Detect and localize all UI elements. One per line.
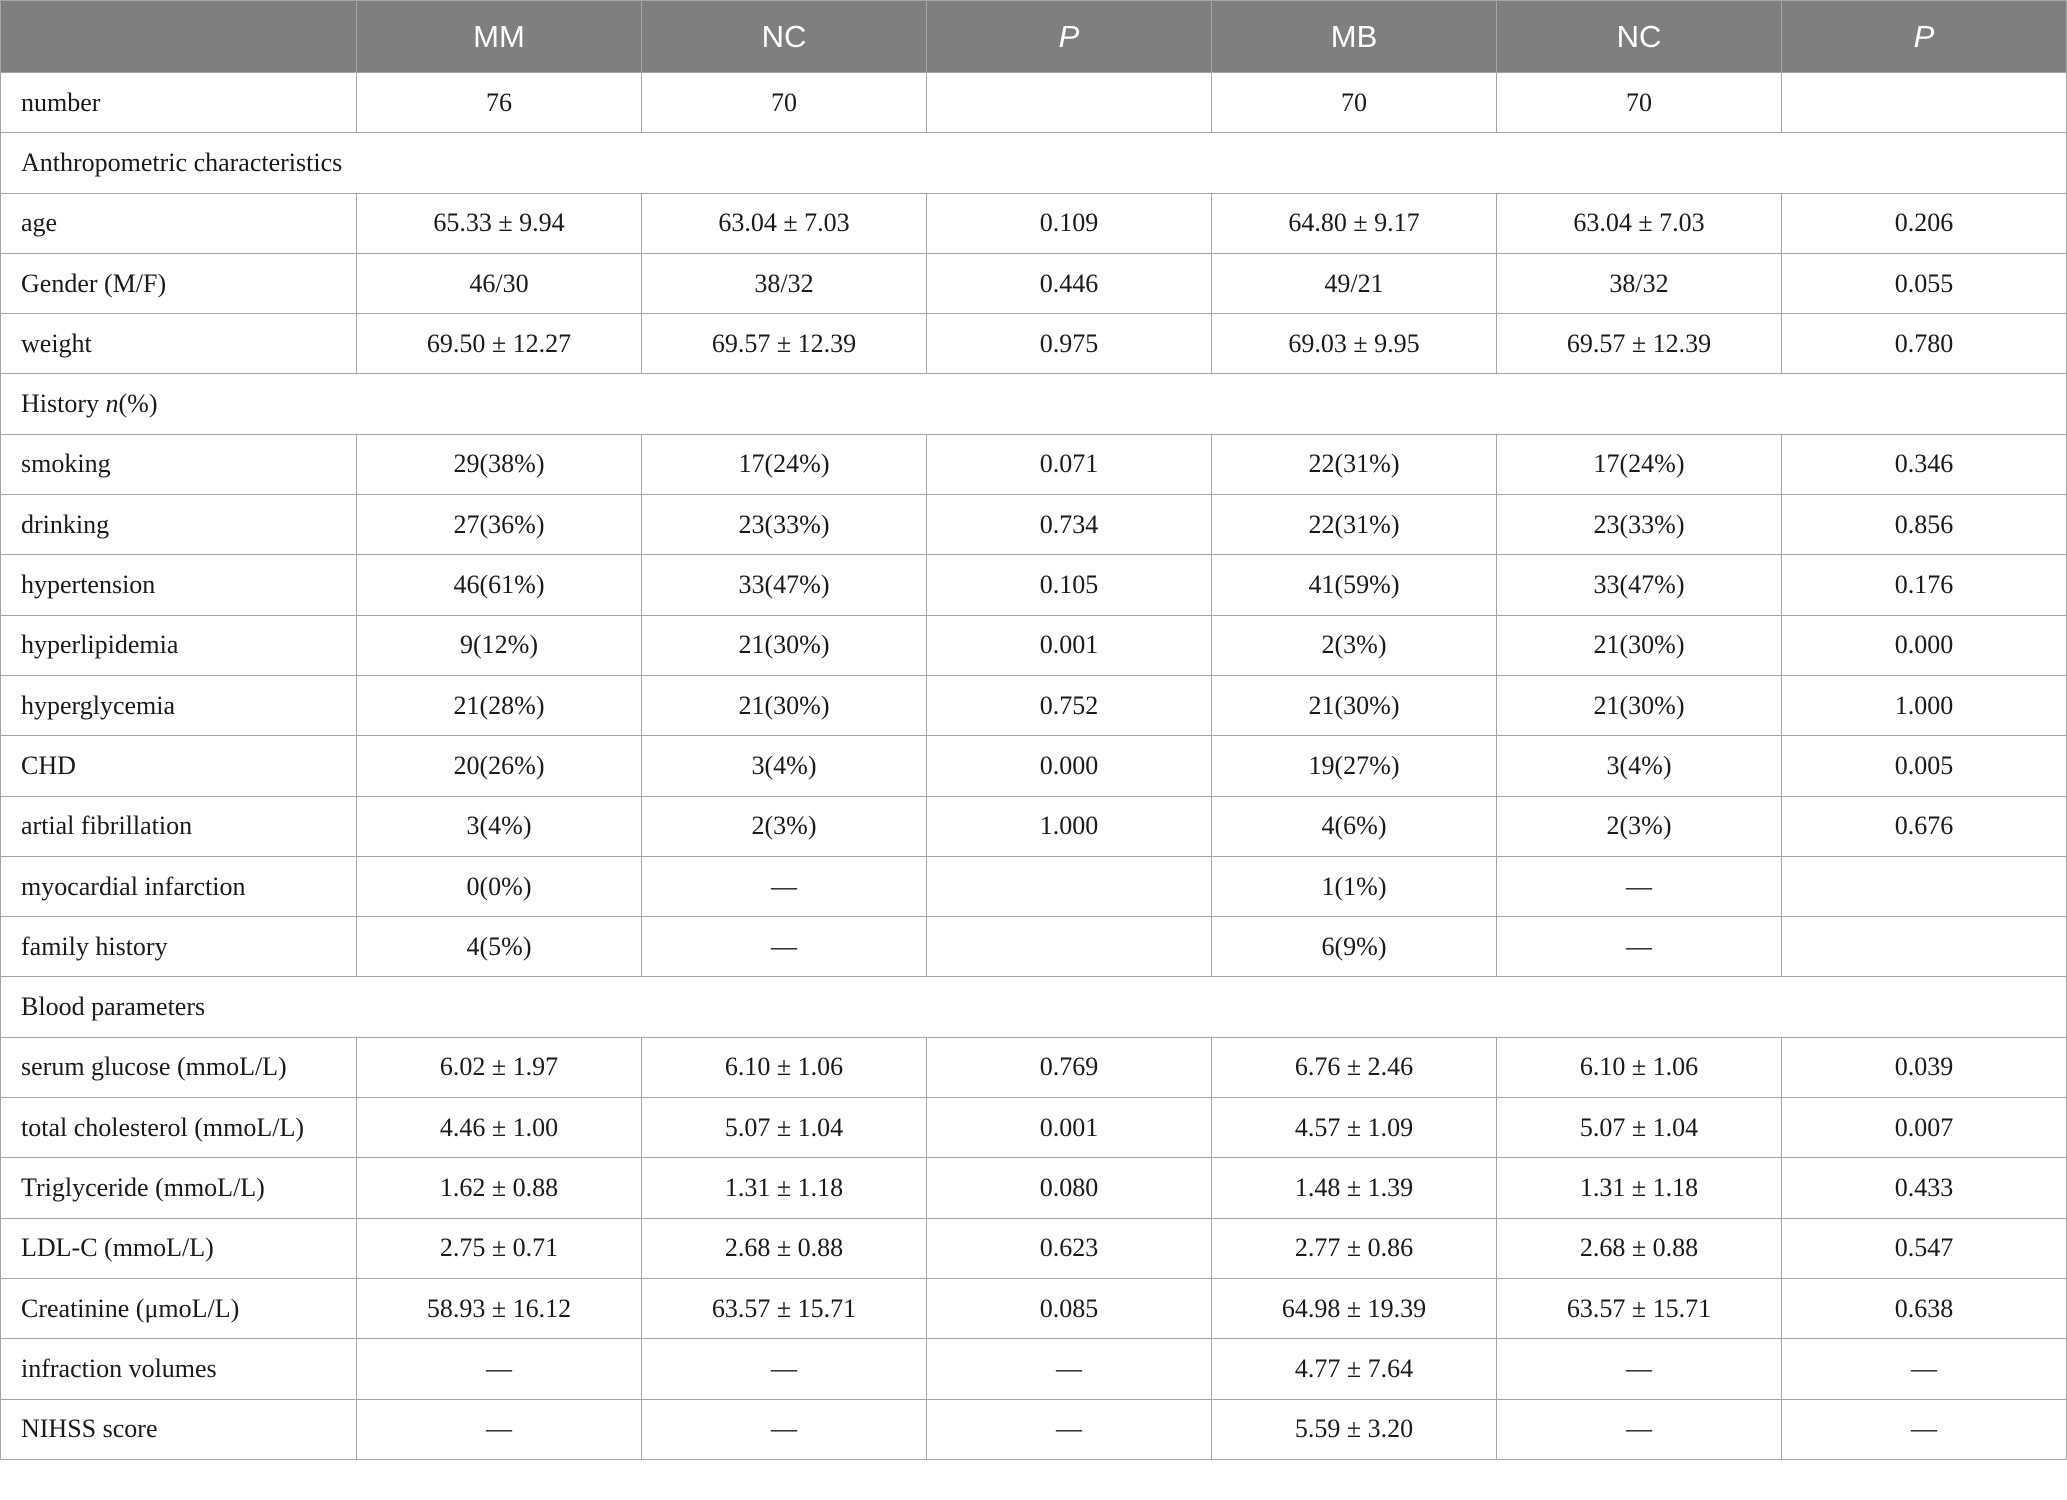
row-label-cell: serum glucose (mmoL/L) bbox=[1, 1037, 357, 1097]
table-row bbox=[1, 193, 2067, 253]
row-label-cell: Gender (M/F) bbox=[1, 253, 357, 313]
value-cell: 21(28%) bbox=[357, 675, 642, 735]
value-cell: 49/21 bbox=[1212, 253, 1497, 313]
value-cell: 1.48 ± 1.39 bbox=[1212, 1158, 1497, 1218]
value-cell: 0.638 bbox=[1782, 1278, 2067, 1338]
value-cell: 9(12%) bbox=[357, 615, 642, 675]
value-cell: 6.10 ± 1.06 bbox=[642, 1037, 927, 1097]
section-label: History bbox=[21, 389, 106, 419]
row-label-cell: hyperglycemia bbox=[1, 675, 357, 735]
value-cell: — bbox=[1497, 917, 1782, 977]
value-cell: — bbox=[642, 856, 927, 916]
table-row bbox=[1, 434, 2067, 494]
table-row bbox=[1, 555, 2067, 615]
value-cell: 0.039 bbox=[1782, 1037, 2067, 1097]
value-cell: 38/32 bbox=[1497, 253, 1782, 313]
value-cell: 2(3%) bbox=[1212, 615, 1497, 675]
value-cell: 0.547 bbox=[1782, 1218, 2067, 1278]
value-cell: 22(31%) bbox=[1212, 434, 1497, 494]
value-cell: — bbox=[642, 1399, 927, 1459]
value-cell: 0.734 bbox=[927, 495, 1212, 555]
table-row bbox=[1, 1158, 2067, 1218]
table-row bbox=[1, 1098, 2067, 1158]
row-label-cell: hyperlipidemia bbox=[1, 615, 357, 675]
value-cell: 3(4%) bbox=[1497, 736, 1782, 796]
table-row bbox=[1, 796, 2067, 856]
value-cell: 6.02 ± 1.97 bbox=[357, 1037, 642, 1097]
table-body bbox=[1, 73, 2067, 1460]
value-cell: 4(5%) bbox=[357, 917, 642, 977]
value-cell: 1.62 ± 0.88 bbox=[357, 1158, 642, 1218]
value-cell: — bbox=[1782, 1339, 2067, 1399]
value-cell: 29(38%) bbox=[357, 434, 642, 494]
section-label-italic: n bbox=[105, 389, 119, 419]
value-cell: 21(30%) bbox=[1497, 615, 1782, 675]
value-cell: 23(33%) bbox=[1497, 495, 1782, 555]
value-cell: — bbox=[927, 1399, 1212, 1459]
value-cell: 0.007 bbox=[1782, 1098, 2067, 1158]
value-cell: 17(24%) bbox=[1497, 434, 1782, 494]
row-label-cell: CHD bbox=[1, 736, 357, 796]
value-cell: 21(30%) bbox=[642, 615, 927, 675]
table-row bbox=[1, 495, 2067, 555]
value-cell: 27(36%) bbox=[357, 495, 642, 555]
value-cell: 76 bbox=[357, 73, 642, 133]
row-label-cell: artial fibrillation bbox=[1, 796, 357, 856]
value-cell: 4.46 ± 1.00 bbox=[357, 1098, 642, 1158]
header-cell-p: P bbox=[927, 1, 1212, 73]
value-cell: 2(3%) bbox=[642, 796, 927, 856]
value-cell: 65.33 ± 9.94 bbox=[357, 193, 642, 253]
row-label-cell: hypertension bbox=[1, 555, 357, 615]
value-cell: 4.57 ± 1.09 bbox=[1212, 1098, 1497, 1158]
value-cell: 22(31%) bbox=[1212, 495, 1497, 555]
value-cell: 6.76 ± 2.46 bbox=[1212, 1037, 1497, 1097]
value-cell: 21(30%) bbox=[1497, 675, 1782, 735]
section-header-cell bbox=[1, 374, 2067, 434]
table-row bbox=[1, 675, 2067, 735]
value-cell: 4(6%) bbox=[1212, 796, 1497, 856]
header-cell-nc: NC bbox=[1497, 1, 1782, 73]
value-cell: 0.446 bbox=[927, 253, 1212, 313]
value-cell: 20(26%) bbox=[357, 736, 642, 796]
value-cell: 0.105 bbox=[927, 555, 1212, 615]
header-cell-p: P bbox=[1782, 1, 2067, 73]
value-cell: 70 bbox=[1497, 73, 1782, 133]
value-cell: 33(47%) bbox=[1497, 555, 1782, 615]
table-row bbox=[1, 253, 2067, 313]
value-cell: 2.68 ± 0.88 bbox=[642, 1218, 927, 1278]
table-row bbox=[1, 1218, 2067, 1278]
value-cell: 1.000 bbox=[927, 796, 1212, 856]
value-cell: 0.975 bbox=[927, 314, 1212, 374]
value-cell: 21(30%) bbox=[642, 675, 927, 735]
row-label-cell: smoking bbox=[1, 434, 357, 494]
value-cell: — bbox=[1782, 1399, 2067, 1459]
value-cell bbox=[1782, 856, 2067, 916]
value-cell: 0.109 bbox=[927, 193, 1212, 253]
value-cell: — bbox=[927, 1339, 1212, 1399]
row-label-cell: LDL-C (mmoL/L) bbox=[1, 1218, 357, 1278]
value-cell: 0.780 bbox=[1782, 314, 2067, 374]
table-row bbox=[1, 314, 2067, 374]
value-cell: 46/30 bbox=[357, 253, 642, 313]
value-cell: 33(47%) bbox=[642, 555, 927, 615]
value-cell: 0.206 bbox=[1782, 193, 2067, 253]
value-cell: — bbox=[357, 1399, 642, 1459]
value-cell: 0.752 bbox=[927, 675, 1212, 735]
value-cell: 0.623 bbox=[927, 1218, 1212, 1278]
value-cell: — bbox=[642, 917, 927, 977]
table-row bbox=[1, 856, 2067, 916]
row-label-cell: myocardial infarction bbox=[1, 856, 357, 916]
value-cell: 0.005 bbox=[1782, 736, 2067, 796]
value-cell: — bbox=[1497, 1399, 1782, 1459]
value-cell: 0.055 bbox=[1782, 253, 2067, 313]
header-cell-mm: MM bbox=[357, 1, 642, 73]
value-cell: 21(30%) bbox=[1212, 675, 1497, 735]
value-cell: — bbox=[642, 1339, 927, 1399]
value-cell: 23(33%) bbox=[642, 495, 927, 555]
value-cell: 70 bbox=[642, 73, 927, 133]
value-cell: 19(27%) bbox=[1212, 736, 1497, 796]
row-label-cell: infraction volumes bbox=[1, 1339, 357, 1399]
value-cell: 69.03 ± 9.95 bbox=[1212, 314, 1497, 374]
value-cell: 64.98 ± 19.39 bbox=[1212, 1278, 1497, 1338]
value-cell: 6.10 ± 1.06 bbox=[1497, 1037, 1782, 1097]
value-cell: 4.77 ± 7.64 bbox=[1212, 1339, 1497, 1399]
section-header-cell bbox=[1, 133, 2067, 193]
row-label-cell: Triglyceride (mmoL/L) bbox=[1, 1158, 357, 1218]
value-cell: 46(61%) bbox=[357, 555, 642, 615]
value-cell: 70 bbox=[1212, 73, 1497, 133]
value-cell: 2(3%) bbox=[1497, 796, 1782, 856]
value-cell: 0.001 bbox=[927, 615, 1212, 675]
value-cell: 1.000 bbox=[1782, 675, 2067, 735]
header-row bbox=[1, 1, 2067, 73]
value-cell: 0.001 bbox=[927, 1098, 1212, 1158]
value-cell bbox=[927, 917, 1212, 977]
section-header-cell bbox=[1, 977, 2067, 1037]
value-cell bbox=[1782, 73, 2067, 133]
value-cell: 2.77 ± 0.86 bbox=[1212, 1218, 1497, 1278]
value-cell: 2.68 ± 0.88 bbox=[1497, 1218, 1782, 1278]
value-cell: — bbox=[1497, 1339, 1782, 1399]
value-cell: 63.57 ± 15.71 bbox=[642, 1278, 927, 1338]
value-cell: 0.000 bbox=[927, 736, 1212, 796]
table-row bbox=[1, 73, 2067, 133]
value-cell: 69.57 ± 12.39 bbox=[642, 314, 927, 374]
row-label-cell: weight bbox=[1, 314, 357, 374]
value-cell: 69.57 ± 12.39 bbox=[1497, 314, 1782, 374]
value-cell: 63.04 ± 7.03 bbox=[1497, 193, 1782, 253]
table-row bbox=[1, 917, 2067, 977]
value-cell: 63.04 ± 7.03 bbox=[642, 193, 927, 253]
value-cell: 69.50 ± 12.27 bbox=[357, 314, 642, 374]
row-label-cell: family history bbox=[1, 917, 357, 977]
value-cell: 5.59 ± 3.20 bbox=[1212, 1399, 1497, 1459]
value-cell: 0.176 bbox=[1782, 555, 2067, 615]
value-cell: 0(0%) bbox=[357, 856, 642, 916]
table-header bbox=[1, 1, 2067, 73]
section-label: Blood parameters bbox=[21, 992, 206, 1022]
table-row bbox=[1, 736, 2067, 796]
header-cell-nc: NC bbox=[642, 1, 927, 73]
value-cell: 0.346 bbox=[1782, 434, 2067, 494]
value-cell: 0.676 bbox=[1782, 796, 2067, 856]
value-cell: 5.07 ± 1.04 bbox=[1497, 1098, 1782, 1158]
table-row bbox=[1, 1339, 2067, 1399]
value-cell: 1.31 ± 1.18 bbox=[642, 1158, 927, 1218]
table-row bbox=[1, 1399, 2067, 1459]
value-cell: 0.856 bbox=[1782, 495, 2067, 555]
table-row bbox=[1, 1037, 2067, 1097]
section-row bbox=[1, 133, 2067, 193]
section-row bbox=[1, 977, 2067, 1037]
header-cell-mb: MB bbox=[1212, 1, 1497, 73]
row-label-cell: total cholesterol (mmoL/L) bbox=[1, 1098, 357, 1158]
value-cell: 1.31 ± 1.18 bbox=[1497, 1158, 1782, 1218]
row-label-cell: Creatinine (μmoL/L) bbox=[1, 1278, 357, 1338]
value-cell: 64.80 ± 9.17 bbox=[1212, 193, 1497, 253]
header-cell-blank bbox=[1, 1, 357, 73]
value-cell: 0.769 bbox=[927, 1037, 1212, 1097]
value-cell: 3(4%) bbox=[642, 736, 927, 796]
row-label-cell: number bbox=[1, 73, 357, 133]
table-row bbox=[1, 615, 2067, 675]
section-label: Anthropometric characteristics bbox=[21, 147, 343, 177]
value-cell: 0.071 bbox=[927, 434, 1212, 494]
section-row bbox=[1, 374, 2067, 434]
value-cell bbox=[1782, 917, 2067, 977]
value-cell: 2.75 ± 0.71 bbox=[357, 1218, 642, 1278]
value-cell: 0.000 bbox=[1782, 615, 2067, 675]
table-row bbox=[1, 1278, 2067, 1338]
value-cell: 58.93 ± 16.12 bbox=[357, 1278, 642, 1338]
value-cell bbox=[927, 856, 1212, 916]
value-cell: — bbox=[357, 1339, 642, 1399]
value-cell: 5.07 ± 1.04 bbox=[642, 1098, 927, 1158]
value-cell: 63.57 ± 15.71 bbox=[1497, 1278, 1782, 1338]
value-cell: 41(59%) bbox=[1212, 555, 1497, 615]
value-cell: 0.085 bbox=[927, 1278, 1212, 1338]
value-cell: 0.080 bbox=[927, 1158, 1212, 1218]
value-cell: 17(24%) bbox=[642, 434, 927, 494]
value-cell: 1(1%) bbox=[1212, 856, 1497, 916]
value-cell: — bbox=[1497, 856, 1782, 916]
row-label-cell: age bbox=[1, 193, 357, 253]
section-label-suffix: (%) bbox=[118, 389, 158, 419]
value-cell: 38/32 bbox=[642, 253, 927, 313]
row-label-cell: drinking bbox=[1, 495, 357, 555]
value-cell: 3(4%) bbox=[357, 796, 642, 856]
value-cell bbox=[927, 73, 1212, 133]
value-cell: 6(9%) bbox=[1212, 917, 1497, 977]
value-cell: 0.433 bbox=[1782, 1158, 2067, 1218]
row-label-cell: NIHSS score bbox=[1, 1399, 357, 1459]
